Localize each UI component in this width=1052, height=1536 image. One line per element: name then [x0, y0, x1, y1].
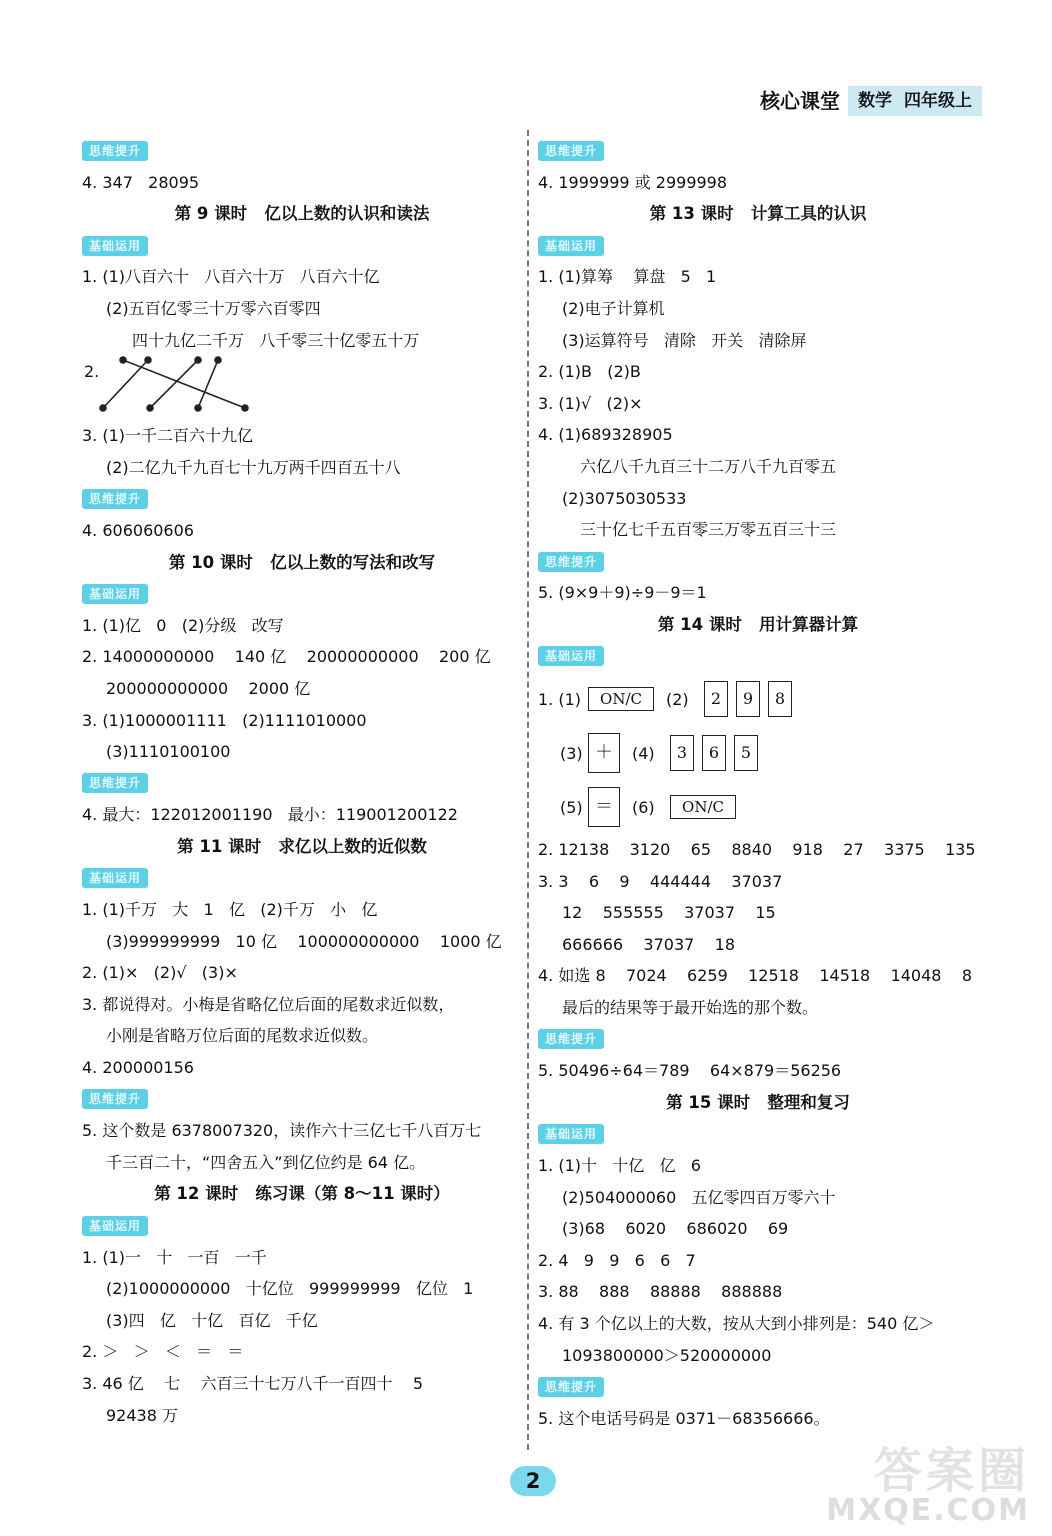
item-label: (3) — [560, 743, 583, 763]
match-dot — [242, 405, 248, 411]
basic-badge: 基础运用 — [538, 646, 604, 666]
left-column — [82, 135, 522, 1431]
match-line — [103, 360, 148, 408]
lesson-14-title: 第 14 课时 用计算器计算 — [657, 614, 859, 634]
answer-line: 1. (1)一 十 一百 一千 — [82, 1247, 267, 1267]
equals-key: ＝ — [588, 787, 620, 827]
answer-line: 1. (1)千万 大 1 亿 (2)千万 小 亿 — [82, 900, 378, 920]
answer-line: 200000000000 2000 亿 — [106, 678, 311, 698]
lesson-13-title: 第 13 课时 计算工具的认识 — [649, 204, 867, 224]
answer-line: 4. 606060606 — [82, 520, 194, 540]
match-dot — [195, 405, 201, 411]
answer-line: (3)999999999 10 亿 100000000000 1000 亿 — [106, 931, 502, 951]
answer-line: 2. 4 9 9 6 6 7 — [538, 1250, 696, 1270]
answer-line: (3)四 亿 十亿 百亿 千亿 — [106, 1310, 318, 1330]
item-label: 1. (1) — [538, 689, 582, 709]
answer-line: 4. 如选 8 7024 6259 12518 14518 14048 8 — [538, 966, 972, 986]
answer-line: 12 555555 37037 15 — [562, 903, 776, 923]
on-clear-key: ON/C — [588, 687, 654, 711]
answer-line: 1. (1)十 十亿 亿 6 — [538, 1156, 701, 1176]
answer-line: 2. — [84, 362, 100, 382]
on-clear-key: ON/C — [670, 795, 736, 819]
calculator-keys-row-2 — [538, 726, 978, 780]
right-column — [538, 135, 978, 1434]
answer-line: 四十九亿二千万 八千零三十亿零五十万 — [132, 330, 420, 350]
book-brand: 核心课堂 — [760, 89, 840, 113]
lesson-10-title: 第 10 课时 亿以上数的写法和改写 — [168, 552, 436, 572]
thinking-badge: 思维提升 — [82, 773, 148, 793]
answer-line: 3. (1)√ (2)× — [538, 393, 643, 413]
plus-key: ＋ — [588, 733, 620, 773]
answer-line: 千三百二十，“四舍五入”到亿位约是 64 亿。 — [106, 1152, 426, 1172]
answer-line: 1093800000＞520000000 — [562, 1345, 772, 1365]
answer-line: 3. 46 亿 七 六百三十七万八千一百四十 5 — [82, 1373, 424, 1393]
answer-line: 3. 88 888 88888 888888 — [538, 1282, 783, 1302]
answer-line: (2)五百亿零三十万零六百零四 — [106, 298, 321, 318]
digit-key: 8 — [768, 681, 792, 717]
answer-line: 小刚是省略万位后面的尾数求近似数。 — [106, 1026, 379, 1046]
answer-line: 2. 14000000000 140 亿 20000000000 200 亿 — [82, 647, 491, 667]
digit-key: 5 — [734, 735, 758, 771]
answer-line: 1. (1)亿 0 (2)分级 改写 — [82, 615, 284, 635]
answer-line: 4. 最大：122012001190 最小：119001200122 — [82, 805, 458, 825]
watermark-url: MXQE.COM — [826, 1493, 1030, 1528]
matching-lines-diagram — [98, 356, 278, 420]
answer-line: 2. 12138 3120 65 8840 918 27 3375 135 — [538, 840, 976, 860]
answer-line: 3. 都说得对。小梅是省略亿位后面的尾数求近似数， — [82, 994, 455, 1014]
answer-line: 3. (1)1000001111 (2)1111010000 — [82, 710, 367, 730]
match-line — [150, 360, 198, 408]
subject-grade-tag — [848, 86, 982, 116]
answer-line: (2)3075030533 — [562, 488, 687, 508]
basic-badge: 基础运用 — [538, 236, 604, 256]
lesson-15-title: 第 15 课时 整理和复习 — [666, 1092, 850, 1112]
basic-badge: 基础运用 — [82, 236, 148, 256]
thinking-badge: 思维提升 — [82, 141, 148, 161]
item-label: (4) — [632, 743, 655, 763]
lesson-12-title: 第 12 课时 练习课（第 8～11 课时） — [154, 1184, 450, 1204]
basic-badge: 基础运用 — [538, 1124, 604, 1144]
digit-key: 3 — [670, 735, 694, 771]
answer-line: 1. (1)算筹 算盘 5 1 — [538, 267, 717, 287]
answer-line: 4. 1999999 或 2999998 — [538, 172, 728, 192]
answer-line: 5. 50496÷64＝789 64×879＝56256 — [538, 1061, 842, 1081]
matching-lines-figure — [82, 356, 522, 420]
match-dot — [120, 357, 126, 363]
answer-line: 2. (1)× (2)√ (3)× — [82, 963, 238, 983]
page-number: 2 — [510, 1466, 556, 1496]
match-dot — [147, 405, 153, 411]
thinking-badge: 思维提升 — [538, 1377, 604, 1397]
answer-line: 4. 347 28095 — [82, 172, 200, 192]
answer-line: 4. (1)689328905 — [538, 425, 673, 445]
thinking-badge: 思维提升 — [538, 552, 604, 572]
answer-line: 1. (1)八百六十 八百六十万 八百六十亿 — [82, 267, 380, 287]
answer-line: 5. 这个电话号码是 0371－68356666。 — [538, 1408, 830, 1428]
answer-line: (3)68 6020 686020 69 — [562, 1219, 789, 1239]
lesson-9-title: 第 9 课时 亿以上数的认识和读法 — [174, 204, 430, 224]
column-divider — [527, 130, 529, 1450]
thinking-badge: 思维提升 — [538, 1029, 604, 1049]
match-dot — [215, 357, 221, 363]
lesson-11-title: 第 11 课时 求亿以上数的近似数 — [177, 836, 427, 856]
answer-line: (2)504000060 五亿零四百万零六十 — [562, 1187, 836, 1207]
answer-line: 2. ＞ ＞ ＜ ＝ ＝ — [82, 1342, 244, 1362]
answer-line: 三十亿七千五百零三万零五百三十三 — [580, 520, 837, 540]
answer-line: (2)二亿九千九百七十九万两千四百五十八 — [106, 457, 401, 477]
answer-line: (3)运算符号 清除 开关 清除屏 — [562, 330, 807, 350]
answer-line: (2)1000000000 十亿位 999999999 亿位 1 — [106, 1279, 474, 1299]
digit-key: 9 — [736, 681, 760, 717]
answer-line: 5. (9×9＋9)÷9－9＝1 — [538, 583, 707, 603]
digit-key: 2 — [704, 681, 728, 717]
watermark-logo-text: 答案圈 — [873, 1443, 1030, 1499]
match-dot — [100, 405, 106, 411]
item-label: (6) — [632, 797, 655, 817]
answer-line: 4. 有 3 个亿以上的大数，按从大到小排列是：540 亿＞ — [538, 1314, 935, 1333]
answer-line: 最后的结果等于最开始选的那个数。 — [562, 998, 819, 1018]
answer-line: 92438 万 — [106, 1405, 178, 1425]
calculator-keys-row-1 — [538, 672, 978, 726]
item-label: (5) — [560, 797, 583, 817]
basic-badge: 基础运用 — [82, 868, 148, 888]
grade-label: 四年级上 — [904, 91, 972, 111]
basic-badge: 基础运用 — [82, 1216, 148, 1236]
match-line — [198, 360, 218, 408]
subject-label: 数学 — [858, 91, 892, 111]
answer-line: 5. 这个数是 6378007320，读作六十三亿七千八百万七 — [82, 1121, 482, 1141]
answer-line: 666666 37037 18 — [562, 934, 736, 954]
thinking-badge: 思维提升 — [538, 141, 604, 161]
thinking-badge: 思维提升 — [82, 1089, 148, 1109]
site-watermark — [826, 1432, 1030, 1528]
basic-badge: 基础运用 — [82, 584, 148, 604]
match-dot — [195, 357, 201, 363]
answer-line: 3. 3 6 9 444444 37037 — [538, 871, 783, 891]
digit-key: 6 — [702, 735, 726, 771]
thinking-badge: 思维提升 — [82, 489, 148, 509]
answer-line: 六亿八千九百三十二万八千九百零五 — [580, 456, 837, 476]
answer-line: (2)电子计算机 — [562, 298, 665, 318]
match-dot — [145, 357, 151, 363]
item-label: (2) — [666, 689, 689, 709]
answer-line: 4. 200000156 — [82, 1058, 194, 1078]
calculator-keys-row-3 — [538, 780, 978, 834]
answer-line: (3)1110100100 — [106, 742, 231, 762]
answer-line: 2. (1)B (2)B — [538, 362, 641, 382]
answer-line: 3. (1)一千二百六十九亿 — [82, 426, 254, 446]
page-header — [752, 86, 982, 116]
